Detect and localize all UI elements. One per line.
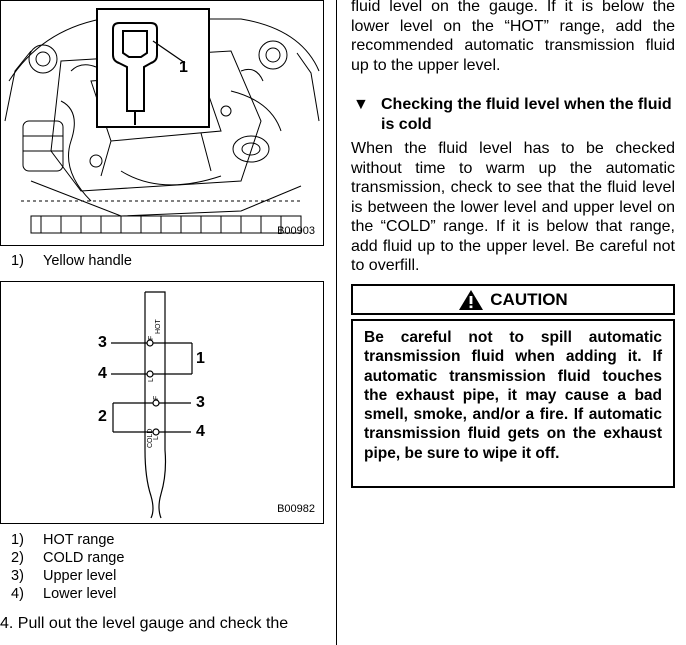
column-divider: [336, 0, 337, 645]
caption-text: Yellow handle: [43, 253, 132, 269]
callout-yellow-handle: 1: [179, 59, 188, 76]
callout-cold-range: 2: [98, 408, 107, 425]
callout-upper-level: 3: [98, 334, 107, 351]
cold-check-paragraph: When the fluid level has to be checked without time to warm up the automatic transmission, check to see that the fluid level is between the lower level and upper level on the “COLD” range. If it is below that range, add fluid up to the upper level. Be careful not to overfill.: [351, 140, 675, 274]
dipstick-figure: [0, 281, 324, 524]
dipstick-l-mark-cold: L: [153, 436, 160, 440]
dipstick-f-mark-cold: F: [153, 395, 160, 400]
caption-text: COLD range: [43, 550, 125, 566]
callout-upper-level-cold: 3: [196, 394, 205, 411]
dipstick-cold-label: COLD: [147, 428, 154, 448]
section-heading: [351, 95, 675, 134]
figure-code: B00903: [277, 225, 315, 237]
caution-title: CAUTION: [490, 289, 568, 309]
callout-lower-level: 4: [98, 365, 107, 382]
caption-number: 1): [11, 253, 24, 269]
caution-box: [351, 319, 675, 488]
engine-bay-illustration: [1, 1, 323, 245]
callout-hot-range: 1: [196, 350, 205, 367]
caption-text: Upper level: [43, 568, 117, 584]
dipstick-illustration: [1, 282, 323, 523]
callout-lower-level-cold: 4: [196, 423, 205, 440]
caption-upper-level: [0, 567, 116, 585]
caption-text: Lower level: [43, 586, 117, 602]
figure-code: B00982: [277, 503, 315, 515]
caption-number: 1): [11, 532, 24, 548]
caption-yellow-handle: [0, 252, 132, 270]
caption-number: 2): [11, 550, 24, 566]
dipstick-hot-label: HOT: [155, 319, 162, 334]
engine-bay-figure: [0, 0, 324, 246]
triangle-marker-icon: ▼: [353, 96, 369, 113]
dipstick-l-mark: L: [148, 378, 155, 382]
step-4-text: 4. Pull out the level gauge and check the: [0, 615, 289, 632]
caption-lower-level: [0, 585, 116, 603]
dipstick-f-mark: F: [148, 335, 155, 340]
caption-number: 3): [11, 568, 24, 584]
caption-number: 4): [11, 586, 24, 602]
caption-hot-range: [0, 531, 114, 549]
warning-triangle-icon: [458, 289, 484, 311]
caution-header: [351, 284, 675, 315]
caption-text: HOT range: [43, 532, 115, 548]
caution-text: Be careful not to spill automatic transmission fluid when adding it. If automatic transmission fluid touches the exhaust pipe, it may cause a bad smell, smoke, and/or a fire. If automatic transmission fluid gets on the exhaust pipe, be sure to wipe it off.: [364, 329, 662, 462]
caption-cold-range: [0, 549, 124, 567]
section-heading-text: Checking the fluid level when the fluid is cold: [381, 96, 672, 133]
intro-paragraph: fluid level on the gauge. If it is below the lower level on the “HOT” range, add the recommended automatic transmission fluid up to the upper level.: [351, 0, 675, 74]
